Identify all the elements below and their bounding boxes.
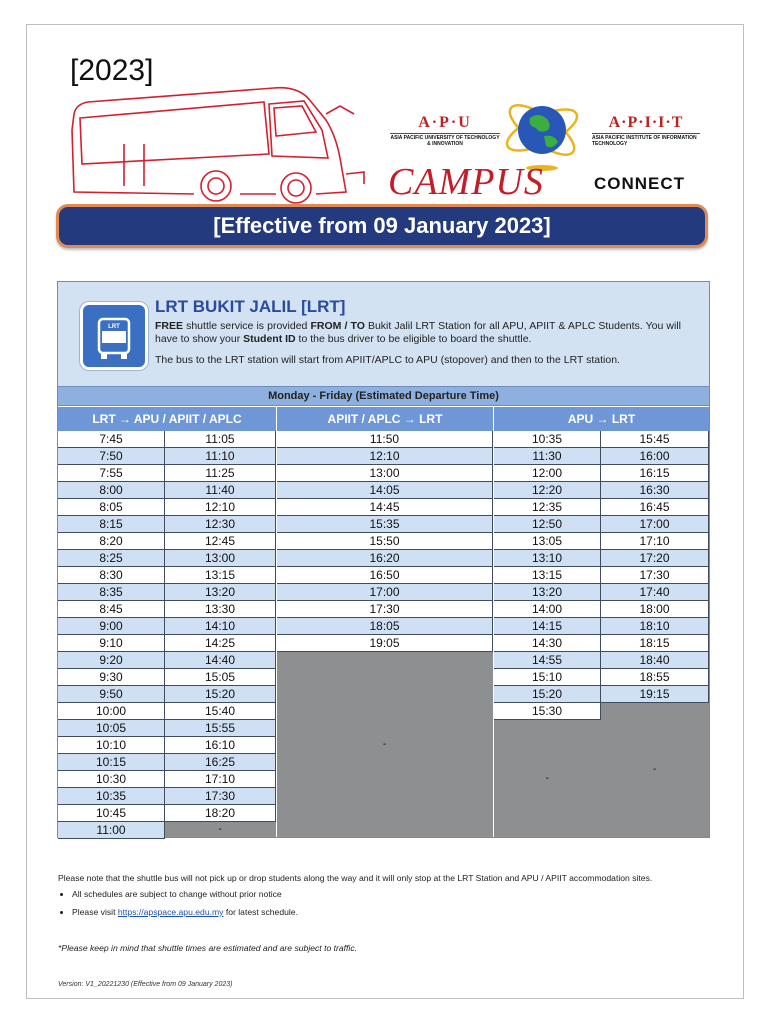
apu-to-lrt-time-a: 15:10 <box>494 669 601 686</box>
apu-to-lrt-time-b: 18:10 <box>601 618 709 635</box>
apu-to-lrt-time-b: 17:00 <box>601 516 709 533</box>
col-header-apiit-to-lrt: APIIT / APLC → LRT <box>277 407 493 431</box>
apu-to-lrt-time-b: 18:55 <box>601 669 709 686</box>
apiit-to-lrt-time: 16:50 <box>277 567 493 584</box>
apu-to-lrt-time-a: 13:20 <box>494 584 601 601</box>
apu-to-lrt-time-b: 17:30 <box>601 567 709 584</box>
lrt-to-apu-time-a: 10:00 <box>58 703 165 720</box>
apu-to-lrt-time-b: 17:10 <box>601 533 709 550</box>
route-info-panel <box>58 282 709 386</box>
notes-bullet-visit: • Please visit https://apspace.apu.edu.my for latest schedule. <box>72 906 708 918</box>
apu-to-lrt-time-a: 11:30 <box>494 448 601 465</box>
lrt-to-apu-time-a: 8:05 <box>58 499 165 516</box>
route-title: LRT BUKIT JALIL [LRT] <box>155 297 346 316</box>
apu-to-lrt-time-b: 16:15 <box>601 465 709 482</box>
apiit-to-lrt-time: 19:05 <box>277 635 493 652</box>
lrt-to-apu-time-b: 14:25 <box>165 635 276 652</box>
apiit-to-lrt-time: 17:30 <box>277 601 493 618</box>
lrt-to-apu-time-a: 8:35 <box>58 584 165 601</box>
lrt-to-apu-time-b: 15:20 <box>165 686 276 703</box>
apiit-to-lrt-time: 14:45 <box>277 499 493 516</box>
connect-logo-text: CONNECT <box>594 174 686 193</box>
lrt-to-apu-time-b: 11:10 <box>165 448 276 465</box>
apiit-to-lrt-time: 13:00 <box>277 465 493 482</box>
apu-to-lrt-time-a: 13:15 <box>494 567 601 584</box>
lrt-to-apu-time-a: 7:45 <box>58 431 165 448</box>
apu-to-lrt-time-a: 12:50 <box>494 516 601 533</box>
lrt-to-apu-time-a: 8:45 <box>58 601 165 618</box>
col-header-lrt-to-apu: LRT → APU / APIIT / APLC <box>58 407 276 431</box>
lrt-to-apu-time-b: 17:30 <box>165 788 276 805</box>
lrt-to-apu-time-b: 13:20 <box>165 584 276 601</box>
apiit-to-lrt-time: 15:35 <box>277 516 493 533</box>
lrt-to-apu-time-b: 11:40 <box>165 482 276 499</box>
schedule-card <box>57 281 710 838</box>
lrt-to-apu-time-b: 12:45 <box>165 533 276 550</box>
apiit-to-lrt-time: 14:05 <box>277 482 493 499</box>
apu-to-lrt-time-a: 14:00 <box>494 601 601 618</box>
apu-to-lrt-time-b: 16:00 <box>601 448 709 465</box>
lrt-to-apu-time-b: 13:30 <box>165 601 276 618</box>
lrt-to-apu-time-a: 10:35 <box>58 788 165 805</box>
notes-stop-info: Please note that the shuttle bus will not pick up or drop students along the way and it will only stop at the LRT Station and APU / APIIT accommodation sites. <box>58 873 653 883</box>
apu-to-lrt-time-a: 12:20 <box>494 482 601 499</box>
apu-to-lrt-time-a: 13:10 <box>494 550 601 567</box>
lrt-icon-label: LRT <box>108 324 120 330</box>
apu-to-lrt-time-a: 10:35 <box>494 431 601 448</box>
lrt-to-apu-time-a: 8:30 <box>58 567 165 584</box>
apu-to-lrt-time-b: 18:40 <box>601 652 709 669</box>
lrt-to-apu-time-b: 16:10 <box>165 737 276 754</box>
route-description: FREE shuttle service is provided FROM / TO Bukit Jalil LRT Station for all APU, APIIT & APLC Students. You will have to show your Student ID to the bus driver to be eligible to board the shuttle. <box>155 320 681 345</box>
apu-to-lrt-time-a-dash: - <box>545 772 549 784</box>
lrt-to-apu-time-a: 7:50 <box>58 448 165 465</box>
lrt-to-apu-time-b: 14:40 <box>165 652 276 669</box>
apu-to-lrt-time-b-dash: - <box>653 764 657 775</box>
apiit-to-lrt-time: 15:50 <box>277 533 493 550</box>
lrt-to-apu-time-a: 9:10 <box>58 635 165 652</box>
lrt-to-apu-time-b: 12:30 <box>165 516 276 533</box>
lrt-to-apu-time-a: 8:25 <box>58 550 165 567</box>
lrt-to-apu-time-b: 16:25 <box>165 754 276 771</box>
route-stopover-note: The bus to the LRT station will start from APIIT/APLC to APU (stopover) and then to the LRT station. <box>155 354 620 366</box>
lrt-to-apu-time-a: 9:50 <box>58 686 165 703</box>
apu-to-lrt-time-b: 15:45 <box>601 431 709 448</box>
traffic-disclaimer: *Please keep in mind that shuttle times are estimated and are subject to traffic. <box>58 943 358 953</box>
lrt-to-apu-time-b: 11:25 <box>165 465 276 482</box>
lrt-to-apu-time-a: 10:05 <box>58 720 165 737</box>
apiit-logo: A·P·I·I·T ASIA PACIFIC INSTITUTE OF INFORMATION TECHNOLOGY <box>592 114 700 147</box>
apiit-to-lrt-time: 18:05 <box>277 618 493 635</box>
lrt-to-apu-time-a: 10:15 <box>58 754 165 771</box>
col-header-apu-to-lrt: APU → LRT <box>494 407 709 431</box>
apu-to-lrt-time-b: 17:40 <box>601 584 709 601</box>
lrt-to-apu-time-b: 15:05 <box>165 669 276 686</box>
lrt-to-apu-time-b: 15:55 <box>165 720 276 737</box>
apu-to-lrt-time-a: 14:30 <box>494 635 601 652</box>
lrt-to-apu-time-a: 10:45 <box>58 805 165 822</box>
apu-to-lrt-time-a: 12:35 <box>494 499 601 516</box>
day-header: Monday - Friday (Estimated Departure Time) <box>58 386 709 406</box>
lrt-bus-icon <box>80 302 148 370</box>
lrt-to-apu-time-b: 12:10 <box>165 499 276 516</box>
lrt-to-apu-time-a: 8:20 <box>58 533 165 550</box>
lrt-to-apu-time-b: 15:40 <box>165 703 276 720</box>
lrt-to-apu-time-a: 10:30 <box>58 771 165 788</box>
lrt-to-apu-time-b: 17:10 <box>165 771 276 788</box>
bus-illustration <box>64 74 384 204</box>
apu-to-lrt-time-b: 19:15 <box>601 686 709 703</box>
lrt-to-apu-time-a: 11:00 <box>58 822 165 839</box>
notes-bullet-schedule-change: • All schedules are subject to change without prior notice <box>72 888 708 900</box>
lrt-to-apu-time-b: 11:05 <box>165 431 276 448</box>
apiit-to-lrt-time: 11:50 <box>277 431 493 448</box>
apiit-to-lrt-time: 12:10 <box>277 448 493 465</box>
apu-to-lrt-time-a: 15:30 <box>494 703 601 720</box>
apiit-to-lrt-time: 16:20 <box>277 550 493 567</box>
lrt-to-apu-time-b-dash: - <box>218 823 222 835</box>
campus-logo-text: CAMPUS <box>388 161 544 203</box>
apiit-to-lrt-time-dash: - <box>383 738 387 750</box>
apu-to-lrt-time-a: 12:00 <box>494 465 601 482</box>
lrt-to-apu-time-a: 8:15 <box>58 516 165 533</box>
lrt-to-apu-time-b: 14:10 <box>165 618 276 635</box>
apu-to-lrt-time-b: 18:00 <box>601 601 709 618</box>
notes-list <box>58 888 708 918</box>
lrt-to-apu-time-a: 10:10 <box>58 737 165 754</box>
apu-logo: A·P·U ASIA PACIFIC UNIVERSITY OF TECHNOLOGY & INNOVATION <box>390 114 500 147</box>
apspace-link[interactable]: https://apspace.apu.edu.my <box>117 907 224 917</box>
effective-date-banner <box>56 204 708 248</box>
lrt-to-apu-time-a: 9:30 <box>58 669 165 686</box>
notes-section <box>58 872 708 924</box>
apu-to-lrt-time-b: 16:45 <box>601 499 709 516</box>
apiit-to-lrt-time: 17:00 <box>277 584 493 601</box>
lrt-to-apu-time-a: 7:55 <box>58 465 165 482</box>
lrt-to-apu-time-a: 9:20 <box>58 652 165 669</box>
lrt-to-apu-time-a: 9:00 <box>58 618 165 635</box>
apu-to-lrt-time-b: 17:20 <box>601 550 709 567</box>
lrt-to-apu-time-a: 8:00 <box>58 482 165 499</box>
version-label: Version: V1_20221230 (Effective from 09 January 2023) <box>58 981 233 988</box>
apu-to-lrt-time-a: 14:15 <box>494 618 601 635</box>
apu-to-lrt-time-b: 18:15 <box>601 635 709 652</box>
banner-text: [Effective from 09 January 2023] <box>213 213 551 238</box>
year-label: [2023] <box>70 54 154 87</box>
apu-to-lrt-time-b: 16:30 <box>601 482 709 499</box>
apu-to-lrt-time-a: 13:05 <box>494 533 601 550</box>
lrt-to-apu-time-b: 13:15 <box>165 567 276 584</box>
apu-to-lrt-time-a: 15:20 <box>494 686 601 703</box>
apu-to-lrt-time-a: 14:55 <box>494 652 601 669</box>
lrt-to-apu-time-b: 13:00 <box>165 550 276 567</box>
lrt-to-apu-time-b: 18:20 <box>165 805 276 822</box>
